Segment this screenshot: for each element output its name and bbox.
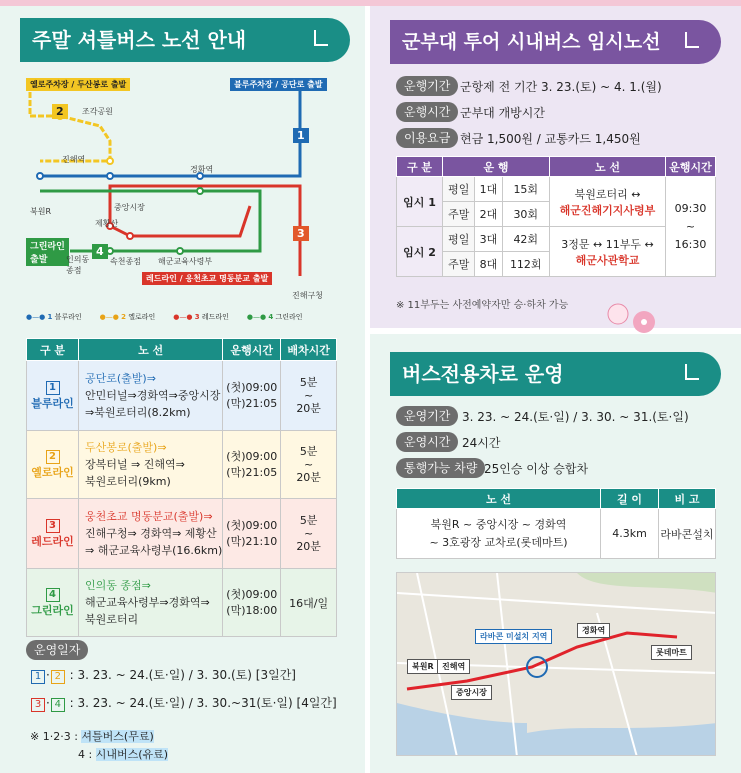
hours-cell: (첫)09:00 (막)21:05: [223, 361, 281, 431]
lane-title: [390, 352, 721, 396]
tour-table: [396, 156, 716, 277]
trip-cell: 30회: [502, 202, 550, 227]
tour-period: 군항제 전 기간 3. 23.(토) ~ 4. 1.(월): [460, 80, 662, 94]
th-hours: 운행시간: [223, 339, 281, 361]
number-badge-4: 4: [92, 244, 108, 259]
map-jungang: 중앙시장: [451, 685, 492, 700]
schedule-pill: 운영일자: [26, 640, 88, 660]
th-route: 노 선: [550, 157, 666, 177]
table-row: [27, 431, 337, 499]
table-row: [27, 499, 337, 569]
hours-cell: (첫)09:00 (막)21:05: [223, 431, 281, 499]
lane-remark: 라바콘설치: [659, 509, 716, 559]
map-zone-label: 라바콘 미설치 지역: [475, 629, 552, 644]
route-cell: 웅천초교 명동분교(출발)⇒ 진해구청⇒ 경화역⇒ 제황산 ⇒ 해군교육사령부(16.6km): [79, 499, 223, 569]
line-cell: 2 옐로라인: [27, 431, 79, 499]
line-cell: 4 그린라인: [27, 569, 79, 637]
stop-marker: [37, 173, 43, 179]
table-row: [397, 177, 716, 202]
label-inui: 인의동 종점: [66, 255, 90, 275]
interval-cell: 16대/일: [281, 569, 337, 637]
tour-note: ※ 11부두는 사전예약자만 승·하차 가능: [396, 300, 569, 311]
lane-route: 북원R ~ 중앙시장 ~ 경화역 ~ 3호광장 교차로(롯데마트): [397, 509, 601, 559]
th-route: 노 선: [397, 489, 601, 509]
lane-time-pill: 운영시간: [396, 432, 458, 452]
lane-period-pill: 운영기간: [396, 406, 458, 426]
day-cell: 평일: [443, 227, 475, 252]
stop-marker: [107, 173, 113, 179]
bus-cell: 1대: [475, 177, 502, 202]
lane-period: 3. 23. ~ 24.(토·일) / 3. 30. ~ 31.(토·일): [462, 410, 689, 424]
number-badge-2: 2: [52, 104, 68, 119]
th-division: 구 분: [27, 339, 79, 361]
label-gyeonghwa: 경화역: [190, 165, 214, 174]
green-line: [40, 191, 260, 251]
tour-period-pill: 운행기간: [396, 76, 458, 96]
trip-cell: 15회: [502, 177, 550, 202]
tour-title: [390, 20, 721, 64]
trip-cell: 112회: [502, 252, 550, 277]
th-operation: 운 행: [443, 157, 550, 177]
cherry-blossom-icon: [604, 300, 664, 336]
bus-cell: 8대: [475, 252, 502, 277]
bus-cell: 3대: [475, 227, 502, 252]
th-remark: 비 고: [659, 489, 716, 509]
tag-red-start: 레드라인 / 응천초교 명동분교 출발: [142, 272, 272, 285]
line-cell: 3 레드라인: [27, 499, 79, 569]
shuttle-table: [26, 338, 337, 637]
legend-red: ●—● 3 레드라인: [173, 313, 229, 321]
hours-cell: (첫)09:00 (막)21:10: [223, 499, 281, 569]
label-jungang: 중앙시장: [114, 203, 145, 212]
lane-table: [396, 488, 716, 559]
route-cell: 북원로터리 ↔ 해군진해기지사령부: [550, 177, 666, 227]
stop-marker: [107, 158, 113, 164]
label-haegun: 해군교육사령부: [158, 257, 213, 266]
note-city-bus: 4 : 시내버스(유료): [78, 748, 169, 761]
label-jogak: 조각공원: [82, 107, 113, 116]
map-bugwon: 북원R: [407, 659, 439, 674]
table-row: [27, 569, 337, 637]
tour-row-name: 임시 2: [397, 227, 443, 277]
hours-cell: (첫)09:00 (막)18:00: [223, 569, 281, 637]
label-sokcheon: 속천종점: [110, 257, 141, 266]
lane-length: 4.3km: [601, 509, 659, 559]
day-cell: 평일: [443, 177, 475, 202]
th-length: 길 이: [601, 489, 659, 509]
label-bugwon: 북원R: [30, 207, 52, 216]
legend-yellow: ●—● 2 옐로라인: [99, 313, 156, 321]
bus-lane-panel: [370, 334, 741, 773]
tag-blue-start: 블루주차장 / 공단로 출발: [230, 78, 327, 91]
lane-map: [396, 572, 716, 756]
line-cell: 1 블루라인: [27, 361, 79, 431]
tag-green-start: 그린라인 출발: [26, 238, 69, 266]
legend-green: ●—● 4 그린라인: [246, 313, 303, 321]
tour-title-text: 군부대 투어 시내버스 임시노선: [402, 31, 661, 53]
lane-vehicle-pill: 통행가능 차량: [396, 458, 485, 478]
shuttle-title-text: 주말 셔틀버스 노선 안내: [32, 28, 247, 52]
stop-marker: [197, 188, 203, 194]
map-jinhae: 진해역: [437, 659, 470, 674]
corner-mark-icon: [685, 364, 699, 380]
th-route: 노 선: [79, 339, 223, 361]
table-row: [27, 361, 337, 431]
bus-cell: 2대: [475, 202, 502, 227]
trip-cell: 42회: [502, 227, 550, 252]
note-shuttle: ※ 1·2·3 : 셔틀버스(무료): [30, 730, 154, 743]
tour-fare-pill: 이용요금: [396, 128, 458, 148]
corner-mark-icon: [314, 30, 328, 46]
day-cell: 주말: [443, 202, 475, 227]
number-badge-1: 1: [293, 128, 309, 143]
tour-row-name: 임시 1: [397, 177, 443, 227]
number-badge-3: 3: [293, 226, 309, 241]
tour-fare: 현금 1,500원 / 교통카드 1,450원: [460, 132, 641, 146]
tour-hours: 09:30 ~ 16:30: [666, 177, 716, 277]
schedule-line-2: 3 · 4 : 3. 23. ~ 24.(토·일) / 3. 30.~31(토·일) [4일간]: [30, 694, 337, 712]
th-interval: 배차시간: [281, 339, 337, 361]
table-row: [397, 509, 716, 559]
lane-vehicle: 25인승 이상 승합차: [484, 462, 589, 476]
interval-cell: 5분 ~ 20분: [281, 361, 337, 431]
interval-cell: 5분 ~ 20분: [281, 499, 337, 569]
th-division: 구 분: [397, 157, 443, 177]
route-cell: 3정문 ↔ 11부두 ↔ 해군사관학교: [550, 227, 666, 277]
shuttle-panel: [0, 6, 365, 773]
map-lotte: 롯데마트: [651, 645, 692, 660]
label-jinhae: 진해역: [62, 155, 86, 164]
route-legend: [26, 312, 303, 322]
legend-blue: ●—● 1 블루라인: [26, 313, 82, 321]
schedule-line-1: 1 · 2 : 3. 23. ~ 24.(토·일) / 3. 30.(토) [3일간]: [30, 666, 296, 684]
tag-yellow-start: 옐로주차장 / 두산봉로 출발: [26, 78, 130, 91]
shuttle-title: [20, 18, 350, 62]
label-jehwang: 제황산: [95, 219, 119, 228]
interval-cell: 5분 ~ 20분: [281, 431, 337, 499]
route-cell: 두산봉로(출발)⇒ 장복터널 ⇒ 진해역⇒ 북원로터리(9km): [79, 431, 223, 499]
lane-time: 24시간: [462, 436, 501, 450]
tour-panel: [370, 6, 741, 328]
label-jinhaegu: 진해구청: [292, 291, 323, 300]
tour-time: 군부대 개방시간: [460, 106, 545, 120]
tour-time-pill: 운행시간: [396, 102, 458, 122]
stop-marker: [107, 248, 113, 254]
route-cell: 공단로(출발)⇒ 안민터널⇒경화역⇒중앙시장 ⇒북원로터리(8.2km): [79, 361, 223, 431]
stop-marker: [127, 233, 133, 239]
map-gyeonghwa: 경화역: [577, 623, 610, 638]
yellow-line: [30, 84, 110, 161]
stop-marker: [177, 248, 183, 254]
day-cell: 주말: [443, 252, 475, 277]
route-cell: 인의동 종점⇒ 해군교육사령부⇒경화역⇒ 북원로터리: [79, 569, 223, 637]
corner-mark-icon: [685, 32, 699, 48]
th-hours: 운행시간: [666, 157, 716, 177]
lane-title-text: 버스전용차로 운영: [402, 362, 564, 386]
